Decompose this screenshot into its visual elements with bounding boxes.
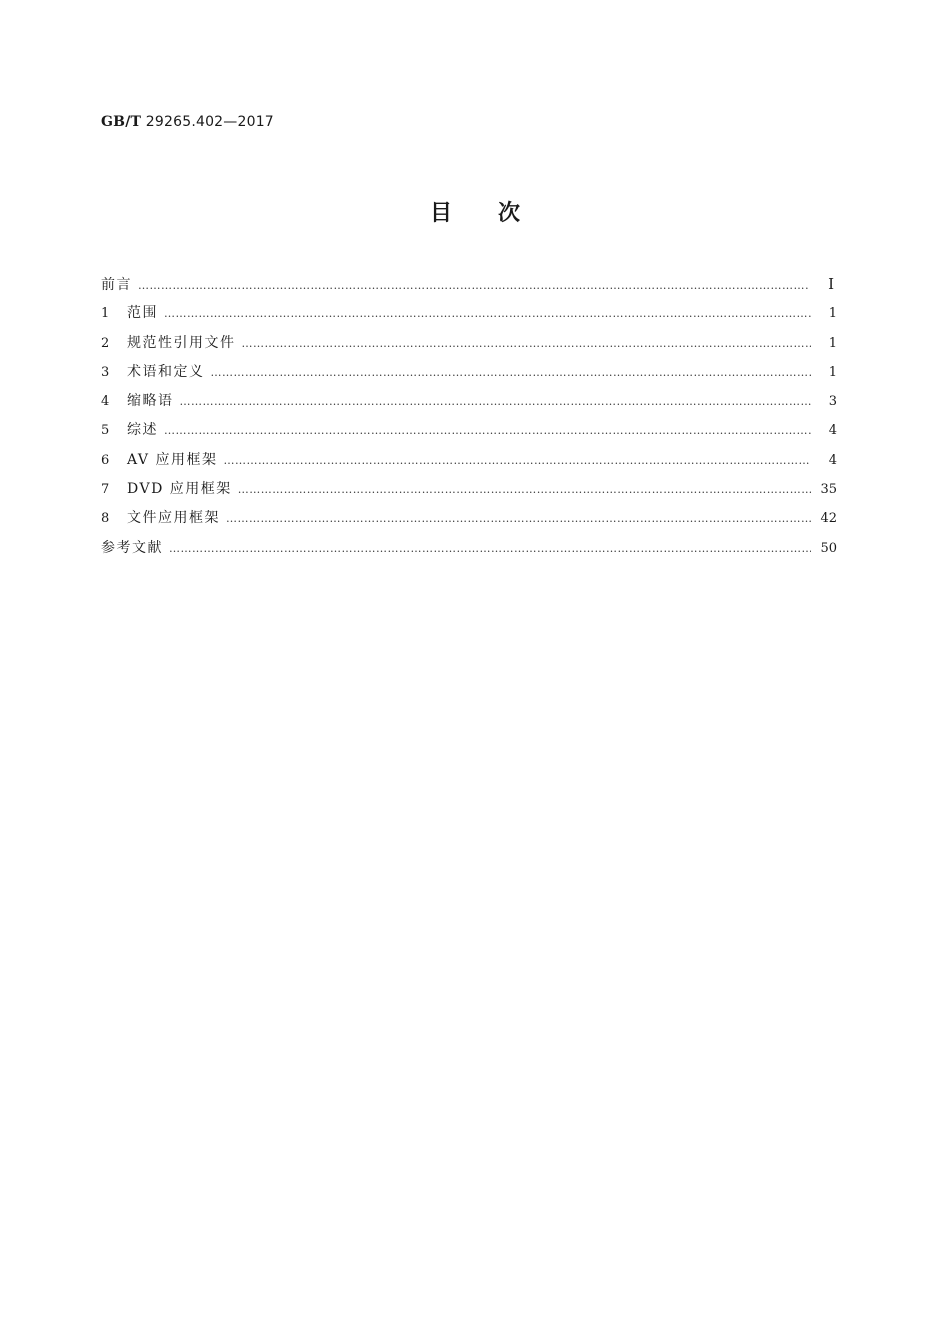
dot-leader — [223, 451, 811, 471]
toc-item-page: 50 — [820, 540, 837, 556]
table-of-contents — [101, 274, 837, 567]
toc-item-number: 2 — [101, 335, 110, 351]
toc-item-file-framework[interactable] — [101, 508, 837, 537]
toc-item-number: 5 — [101, 423, 110, 439]
toc-item-terms-definitions[interactable] — [101, 362, 837, 391]
toc-item-label: 术语和定义 — [127, 363, 205, 380]
dot-leader — [226, 509, 811, 529]
toc-item-label: 规范性引用文件 — [127, 334, 236, 351]
toc-item-page: 1 — [828, 364, 837, 380]
toc-item-number: 1 — [101, 306, 110, 322]
dot-leader — [164, 421, 811, 441]
toc-item-page: 4 — [828, 423, 837, 439]
dot-leader — [169, 539, 811, 559]
standard-code: 29265.402—2017 — [145, 114, 274, 130]
toc-item-number: 3 — [101, 364, 110, 380]
toc-item-page: 1 — [828, 335, 837, 351]
toc-item-number: 8 — [101, 511, 110, 527]
toc-item-label: 缩略语 — [127, 393, 174, 410]
toc-item-label: 前言 — [101, 277, 132, 293]
toc-item-av-framework[interactable] — [101, 450, 837, 479]
toc-item-abbreviations[interactable] — [101, 391, 837, 420]
toc-item-dvd-framework[interactable] — [101, 479, 837, 508]
dot-leader — [164, 304, 811, 324]
toc-item-number: 6 — [101, 452, 110, 468]
toc-item-page: Ⅰ — [828, 275, 834, 293]
toc-item-page: 3 — [828, 394, 837, 410]
dot-leader — [180, 392, 812, 412]
dot-leader — [242, 334, 812, 354]
toc-item-page: 1 — [828, 306, 837, 322]
dot-leader — [238, 480, 811, 500]
toc-item-label: 参考文献 — [101, 539, 163, 556]
toc-item-scope[interactable] — [101, 303, 837, 332]
toc-item-label: DVD 应用框架 — [127, 481, 232, 498]
toc-item-bibliography[interactable] — [101, 538, 837, 567]
toc-item-label: AV 应用框架 — [127, 451, 218, 468]
toc-item-label: 文件应用框架 — [127, 510, 220, 527]
toc-item-overview[interactable] — [101, 420, 837, 449]
toc-item-label: 范围 — [127, 305, 158, 322]
toc-item-page: 35 — [820, 482, 837, 498]
standard-prefix: GB/T — [101, 114, 142, 130]
page-title: 目次 — [429, 201, 566, 226]
toc-item-number: 7 — [101, 482, 110, 498]
dot-leader — [211, 363, 812, 383]
toc-item-page: 4 — [828, 452, 837, 468]
standard-number — [101, 114, 274, 130]
toc-item-normative-references[interactable] — [101, 333, 837, 362]
toc-item-label: 综述 — [127, 422, 158, 439]
toc-item-number: 4 — [101, 394, 110, 410]
toc-item-foreword[interactable] — [101, 274, 837, 303]
dot-leader — [138, 276, 808, 296]
toc-item-page: 42 — [820, 511, 837, 527]
